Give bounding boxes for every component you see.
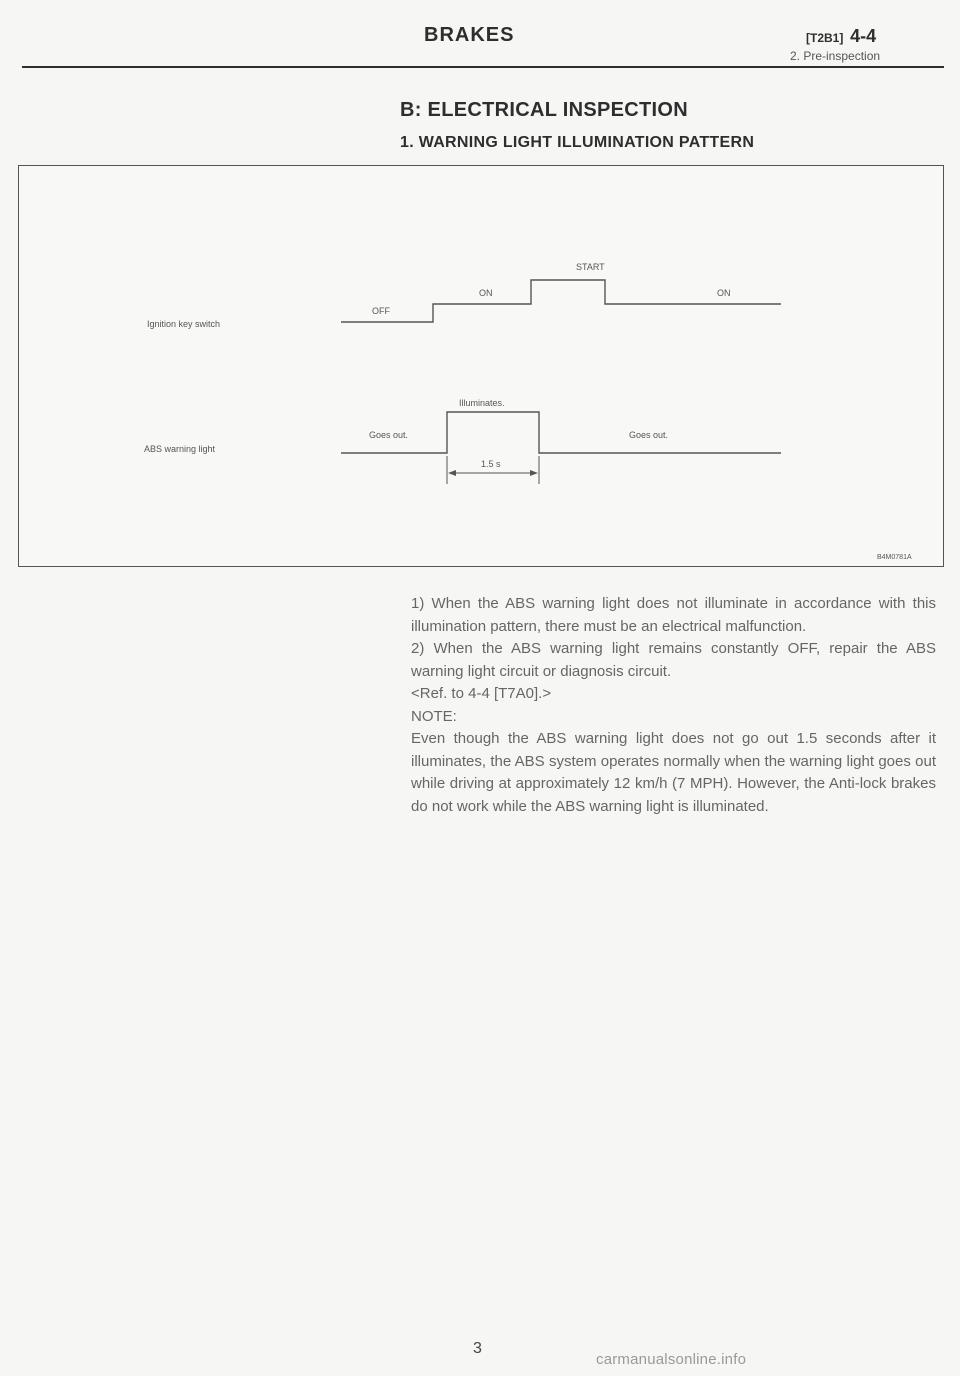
reference: <Ref. to 4-4 [T7A0].>	[411, 685, 552, 702]
label-start: START	[576, 262, 605, 272]
page-number: 3	[473, 1340, 482, 1357]
label-on-second: ON	[717, 288, 731, 298]
header-title: BRAKES	[424, 24, 515, 46]
label-goes-out-first: Goes out.	[369, 430, 409, 440]
header-page-ref	[806, 26, 876, 47]
abs-label: ABS warning light	[144, 444, 216, 454]
duration-arrowhead-left	[448, 470, 456, 476]
header-subtitle: 2. Pre-inspection	[790, 49, 881, 63]
label-off: OFF	[372, 306, 390, 316]
label-illuminates: Illuminates.	[459, 398, 505, 408]
ignition-label: Ignition key switch	[147, 319, 221, 329]
illumination-pattern-figure	[18, 165, 944, 567]
header-code: [T2B1]	[806, 31, 844, 45]
watermark: carmanualsonline.info	[596, 1351, 747, 1368]
body-text	[411, 593, 936, 818]
section-subtitle: 1. WARNING LIGHT ILLUMINATION PATTERN	[400, 134, 755, 151]
note-label: NOTE:	[411, 707, 457, 725]
section-title: B: ELECTRICAL INSPECTION	[400, 99, 688, 121]
label-on-first: ON	[479, 288, 493, 298]
figure-id: B4M0781A	[877, 554, 912, 561]
label-goes-out-second: Goes out.	[629, 430, 669, 440]
duration-arrowhead-right	[530, 470, 538, 476]
note-text: Even though the ABS warning light does not go out 1.5 seconds after it illuminates, the ABS system operates normally when the warning light goes out while driving at approximately 12 km/h (7 MPH). However, the Anti-lock brakes do not work while the ABS warning light is illuminated.	[411, 730, 936, 815]
label-duration: 1.5 s	[481, 459, 501, 469]
timing-diagram	[19, 166, 945, 568]
header-page: 4-4	[850, 26, 877, 46]
header-rule	[22, 66, 944, 68]
paragraph-2: 2) When the ABS warning light remains constantly OFF, repair the ABS warning light circuit or diagnosis circuit.	[411, 640, 936, 680]
ignition-waveform	[341, 280, 781, 322]
paragraph-1: 1) When the ABS warning light does not illuminate in accordance with this illumination pattern, there must be an electrical malfunction.	[411, 595, 936, 635]
